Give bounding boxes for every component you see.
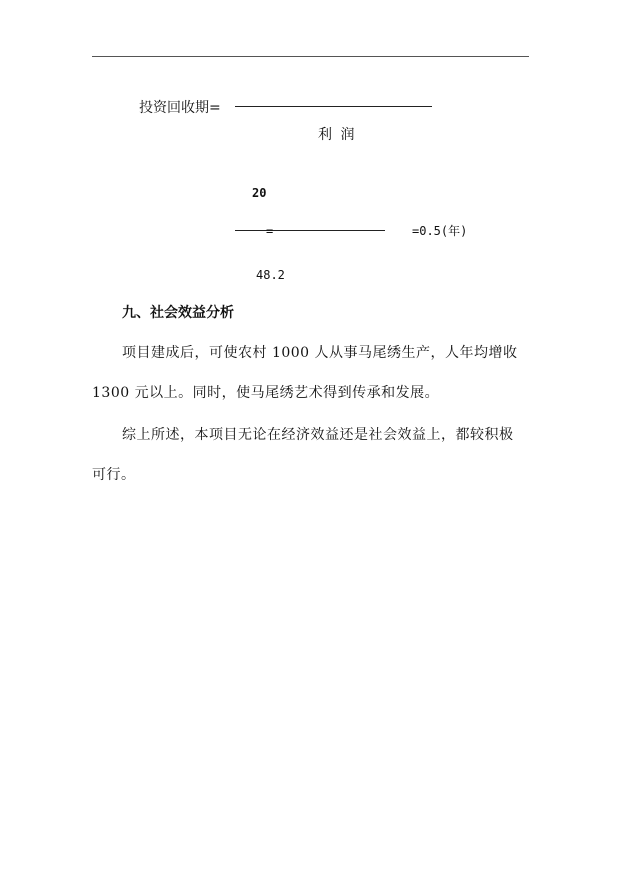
fraction-line-2 [235, 230, 385, 231]
paragraph-2-line-2: 可行。 [92, 467, 136, 483]
numerator-value: 20 [252, 186, 267, 200]
profit-denominator: 利 润 [318, 127, 357, 143]
payback-period-label: 投资回收期= [139, 100, 221, 116]
fraction-line-1 [235, 106, 432, 107]
paragraph-2-line-1: 综上所述，本项目无论在经济效益还是社会效益上，都较积极 [122, 427, 514, 443]
paragraph-1-line-1: 项目建成后，可使农村 1000 人从事马尾绣生产，人年均增收 [122, 345, 518, 361]
equals-sign: = [266, 224, 274, 238]
denominator-value: 48.2 [256, 268, 285, 282]
section-heading: 九、社会效益分析 [122, 305, 234, 321]
header-rule [92, 56, 529, 57]
result-value: =0.5(年) [412, 224, 468, 238]
paragraph-1-line-2: 1300 元以上。同时，使马尾绣艺术得到传承和发展。 [92, 385, 440, 401]
